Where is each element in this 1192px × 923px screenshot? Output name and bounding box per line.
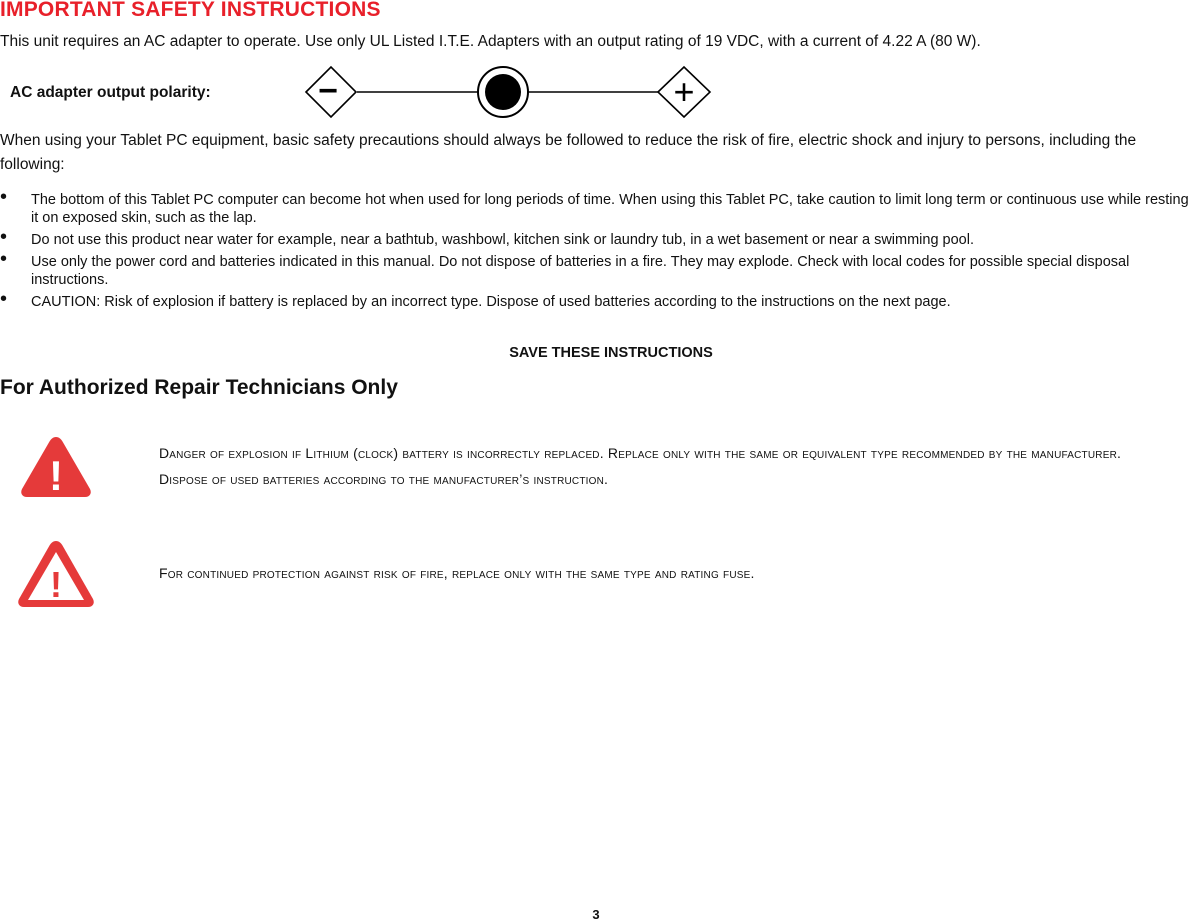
warning-symbol: ! [49, 452, 63, 499]
negative-symbol: − [318, 72, 338, 110]
warning-triangle-outline-icon [16, 539, 96, 609]
precaution-intro: When using your Tablet PC equipment, basic safety precautions should always be followed to reduce the risk of fire, electric shock and injury to persons, including the following: [0, 132, 1137, 173]
save-instructions-label: SAVE THESE INSTRUCTIONS [509, 345, 713, 361]
list-item [0, 226, 1192, 249]
list-item [0, 288, 1192, 311]
bullet-icon: • [0, 288, 8, 310]
center-dot-icon [485, 74, 521, 110]
bullet-text: The bottom of this Tablet PC computer can become hot when used for long periods of time. When using this Tablet PC, take caution to limit long term or continuous use while resting it on exposed skin, such as the lap. [31, 192, 1189, 226]
safety-bullet-list [0, 186, 1192, 315]
list-item [0, 248, 1192, 289]
warning-symbol: ! [50, 564, 62, 605]
positive-symbol: + [673, 71, 695, 112]
polarity-diagram [300, 62, 715, 122]
bullet-icon: • [0, 226, 8, 248]
adapter-requirement-text: This unit requires an AC adapter to operate. Use only UL Listed I.T.E. Adapters with an output rating of 19 VDC, with a current of 4.22 A (80 W). [0, 33, 981, 50]
bullet-text: Use only the power cord and batteries indicated in this manual. Do not dispose of batteries in a fire. They may explode. Check with local codes for possible special disposal instructions. [31, 254, 1130, 288]
list-item [0, 186, 1192, 227]
warning-text-lithium: Danger of explosion if Lithium (clock) battery is incorrectly replaced. Replace only with the same or equivalent type recommended by the manufacturer. Dispose of used batteries according to the manufacturer’s instruction. [159, 445, 1122, 487]
bullet-text: CAUTION: Risk of explosion if battery is replaced by an incorrect type. Dispose of used batteries according to the instructions on the next page. [31, 294, 951, 310]
page-title: IMPORTANT SAFETY INSTRUCTIONS [0, 0, 381, 21]
bullet-icon: • [0, 248, 8, 270]
warning-text-fuse: For continued protection against risk of fire, replace only with the same type and rating fuse. [159, 565, 755, 581]
bullet-text: Do not use this product near water for example, near a bathtub, washbowl, kitchen sink or laundry tub, in a wet basement or near a swimming pool. [31, 232, 974, 248]
warning-triangle-icon [18, 434, 94, 500]
page-number: 3 [592, 907, 600, 922]
polarity-label: AC adapter output polarity: [10, 84, 211, 101]
bullet-icon: • [0, 186, 8, 208]
repair-section-heading: For Authorized Repair Technicians Only [0, 376, 398, 399]
